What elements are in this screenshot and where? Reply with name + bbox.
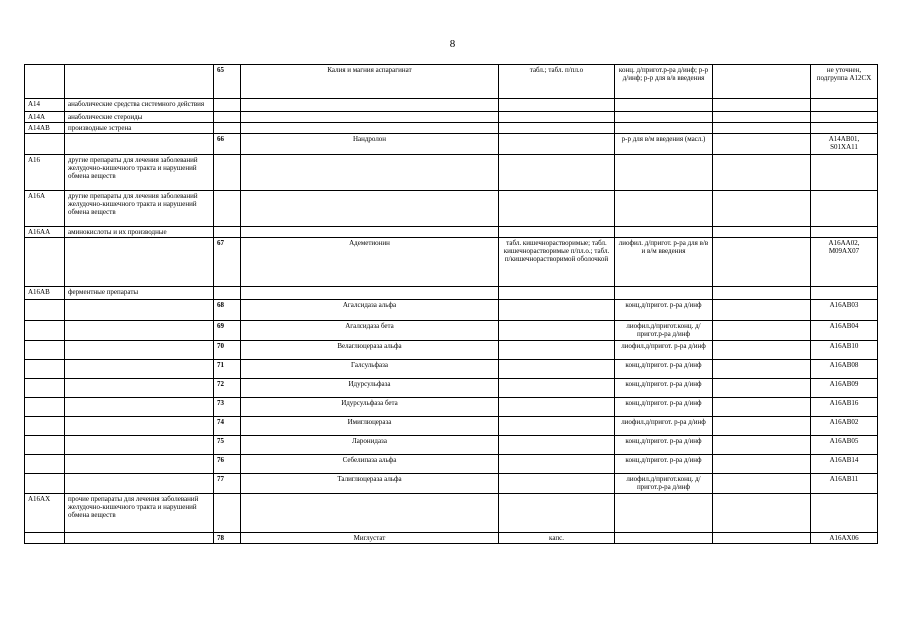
table-row: [25, 238, 878, 287]
pharmacological-group: [65, 341, 214, 360]
injection-dosage-form: [615, 287, 713, 300]
item-number: 73: [214, 398, 241, 417]
table-row: [25, 65, 878, 99]
atc-group-code: A16AX: [25, 494, 65, 533]
oral-dosage-form: [499, 99, 615, 112]
table-row: [25, 112, 878, 123]
drug-name: Адеметионин: [241, 238, 499, 287]
injection-dosage-form: конц.д/пригот. р-ра д/инф: [615, 360, 713, 379]
pharmacological-group: [65, 533, 214, 544]
oral-dosage-form: [499, 417, 615, 436]
atc-group-code: [25, 341, 65, 360]
pharmacological-group: ферментные препараты: [65, 287, 214, 300]
table-row: [25, 99, 878, 112]
injection-dosage-form: конц.д/пригот. р-ра д/инф: [615, 455, 713, 474]
atc-group-code: [25, 417, 65, 436]
table-row: [25, 227, 878, 238]
item-number: 65: [214, 65, 241, 99]
page-number: 8: [449, 38, 456, 50]
injection-dosage-form: конц.д/пригот. р-ра д/инф: [615, 379, 713, 398]
table-row: [25, 155, 878, 191]
note-cell: [713, 455, 811, 474]
oral-dosage-form: [499, 341, 615, 360]
note-cell: [713, 417, 811, 436]
atc-group-code: A16AA: [25, 227, 65, 238]
atc-group-code: A14A: [25, 112, 65, 123]
table-row: [25, 360, 878, 379]
oral-dosage-form: [499, 321, 615, 341]
table-row: [25, 494, 878, 533]
atc-code: [811, 123, 878, 134]
note-cell: [713, 99, 811, 112]
oral-dosage-form: [499, 360, 615, 379]
item-number: [214, 287, 241, 300]
note-cell: [713, 123, 811, 134]
atc-group-code: A16AB: [25, 287, 65, 300]
atc-group-code: [25, 134, 65, 155]
oral-dosage-form: [499, 398, 615, 417]
pharmacological-group: другие препараты для лечения заболеваний желудочно-кишечного тракта и нарушений обмена веществ: [65, 191, 214, 227]
atc-code: A16AB04: [811, 321, 878, 341]
note-cell: [713, 398, 811, 417]
injection-dosage-form: конц.д/пригот. р-ра д/инф: [615, 398, 713, 417]
oral-dosage-form: [499, 123, 615, 134]
injection-dosage-form: [615, 99, 713, 112]
item-number: 68: [214, 300, 241, 321]
injection-dosage-form: [615, 533, 713, 544]
item-number: 78: [214, 533, 241, 544]
atc-code: не уточнен, подгруппа A12CX: [811, 65, 878, 99]
note-cell: [713, 300, 811, 321]
table-row: [25, 134, 878, 155]
injection-dosage-form: [615, 112, 713, 123]
pharmacological-group: прочие препараты для лечения заболеваний желудочно-кишечного тракта и нарушений обмена веществ: [65, 494, 214, 533]
oral-dosage-form: табл. кишечнорастворимые; табл. кишечнорастворимые п/пл.о.; табл. п/кишечнорастворимой оболочкой: [499, 238, 615, 287]
oral-dosage-form: [499, 300, 615, 321]
item-number: 75: [214, 436, 241, 455]
drug-name: Идурсульфаза бета: [241, 398, 499, 417]
item-number: 70: [214, 341, 241, 360]
pharmacological-group: другие препараты для лечения заболеваний желудочно-кишечного тракта и нарушений обмена веществ: [65, 155, 214, 191]
table-row: [25, 533, 878, 544]
item-number: 66: [214, 134, 241, 155]
item-number: [214, 155, 241, 191]
atc-code: A16AB08: [811, 360, 878, 379]
note-cell: [713, 436, 811, 455]
atc-code: [811, 99, 878, 112]
atc-code: [811, 494, 878, 533]
oral-dosage-form: [499, 112, 615, 123]
note-cell: [713, 533, 811, 544]
drug-name: [241, 99, 499, 112]
table-row: [25, 436, 878, 455]
pharmacological-group: [65, 300, 214, 321]
atc-group-code: [25, 533, 65, 544]
atc-group-code: [25, 436, 65, 455]
injection-dosage-form: конц.д/пригот. р-ра д/инф: [615, 436, 713, 455]
item-number: 72: [214, 379, 241, 398]
atc-group-code: [25, 398, 65, 417]
note-cell: [713, 155, 811, 191]
item-number: 77: [214, 474, 241, 494]
drug-name: Нандролон: [241, 134, 499, 155]
drug-name: Агалсидаза бета: [241, 321, 499, 341]
atc-code: A16AB10: [811, 341, 878, 360]
table-row: [25, 455, 878, 474]
oral-dosage-form: [499, 191, 615, 227]
item-number: 71: [214, 360, 241, 379]
atc-group-code: [25, 455, 65, 474]
drug-name: [241, 227, 499, 238]
injection-dosage-form: конц.д/пригот. р-ра д/инф: [615, 300, 713, 321]
pharmacological-group: [65, 134, 214, 155]
note-cell: [713, 360, 811, 379]
pharmacological-group: [65, 360, 214, 379]
table-row: [25, 321, 878, 341]
injection-dosage-form: лиофил.д/пригот. р-ра д/инф: [615, 417, 713, 436]
note-cell: [713, 494, 811, 533]
table-row: [25, 341, 878, 360]
oral-dosage-form: [499, 474, 615, 494]
item-number: [214, 191, 241, 227]
injection-dosage-form: [615, 227, 713, 238]
injection-dosage-form: лиофил.д/пригот. р-ра д/инф: [615, 341, 713, 360]
drug-name: [241, 287, 499, 300]
drug-list-table: [24, 64, 878, 544]
atc-code: [811, 287, 878, 300]
item-number: 74: [214, 417, 241, 436]
item-number: 67: [214, 238, 241, 287]
note-cell: [713, 227, 811, 238]
table-row: [25, 300, 878, 321]
drug-name: [241, 112, 499, 123]
oral-dosage-form: [499, 134, 615, 155]
table-body: [25, 65, 878, 544]
pharmacological-group: [65, 455, 214, 474]
pharmacological-group: [65, 436, 214, 455]
pharmacological-group: [65, 474, 214, 494]
note-cell: [713, 191, 811, 227]
pharmacological-group: [65, 417, 214, 436]
injection-dosage-form: конц. д/пригот.р-ра д/инф; р-р д/инф; р-р для в/в введения: [615, 65, 713, 99]
atc-code: A16AB11: [811, 474, 878, 494]
injection-dosage-form: [615, 155, 713, 191]
atc-group-code: A16A: [25, 191, 65, 227]
drug-name: Галсульфаза: [241, 360, 499, 379]
pharmacological-group: [65, 321, 214, 341]
item-number: [214, 123, 241, 134]
atc-group-code: [25, 321, 65, 341]
atc-group-code: A14AB: [25, 123, 65, 134]
table-row: [25, 474, 878, 494]
pharmacological-group: анаболические стероиды: [65, 112, 214, 123]
note-cell: [713, 134, 811, 155]
injection-dosage-form: [615, 123, 713, 134]
atc-code: [811, 112, 878, 123]
note-cell: [713, 341, 811, 360]
drug-name: Ларонидаза: [241, 436, 499, 455]
atc-code: A16AA02, M09AX07: [811, 238, 878, 287]
pharmacological-group: [65, 65, 214, 99]
item-number: [214, 112, 241, 123]
atc-code: A16AB05: [811, 436, 878, 455]
oral-dosage-form: [499, 379, 615, 398]
table-row: [25, 398, 878, 417]
drug-name: [241, 191, 499, 227]
oral-dosage-form: [499, 287, 615, 300]
note-cell: [713, 238, 811, 287]
atc-group-code: [25, 360, 65, 379]
table-row: [25, 287, 878, 300]
injection-dosage-form: лиофил.д/пригот.конц. д/пригот.р-ра д/инф: [615, 474, 713, 494]
injection-dosage-form: [615, 494, 713, 533]
atc-code: A16AB03: [811, 300, 878, 321]
drug-name: Калия и магния аспарагинат: [241, 65, 499, 99]
drug-name: [241, 155, 499, 191]
atc-group-code: [25, 65, 65, 99]
note-cell: [713, 112, 811, 123]
drug-name: Имиглюцераза: [241, 417, 499, 436]
item-number: 69: [214, 321, 241, 341]
pharmacological-group: аминокислоты и их производные: [65, 227, 214, 238]
atc-code: A14AB01, S01XA11: [811, 134, 878, 155]
drug-name: Агалсидаза альфа: [241, 300, 499, 321]
drug-name: Велаглюцераза альфа: [241, 341, 499, 360]
atc-group-code: A14: [25, 99, 65, 112]
injection-dosage-form: лиофил.д/пригот.конц. д/пригот.р-ра д/инф: [615, 321, 713, 341]
atc-group-code: [25, 474, 65, 494]
injection-dosage-form: р-р для в/м введения (масл.): [615, 134, 713, 155]
atc-group-code: [25, 238, 65, 287]
item-number: [214, 494, 241, 533]
drug-name: Себелипаза альфа: [241, 455, 499, 474]
note-cell: [713, 65, 811, 99]
oral-dosage-form: [499, 494, 615, 533]
table-row: [25, 379, 878, 398]
table-row: [25, 417, 878, 436]
note-cell: [713, 321, 811, 341]
note-cell: [713, 474, 811, 494]
oral-dosage-form: [499, 227, 615, 238]
atc-code: A16AB09: [811, 379, 878, 398]
atc-group-code: A16: [25, 155, 65, 191]
injection-dosage-form: лиофил. д/пригот. р-ра для в/в и в/м введения: [615, 238, 713, 287]
atc-group-code: [25, 300, 65, 321]
oral-dosage-form: табл.; табл. п/пл.о: [499, 65, 615, 99]
drug-name: Миглустат: [241, 533, 499, 544]
atc-group-code: [25, 379, 65, 398]
item-number: 76: [214, 455, 241, 474]
drug-name: [241, 123, 499, 134]
pharmacological-group: [65, 398, 214, 417]
table-row: [25, 191, 878, 227]
atc-code: A16AB02: [811, 417, 878, 436]
drug-name: Талиглюцераза альфа: [241, 474, 499, 494]
note-cell: [713, 287, 811, 300]
atc-code: [811, 191, 878, 227]
atc-code: A16AX06: [811, 533, 878, 544]
injection-dosage-form: [615, 191, 713, 227]
pharmacological-group: [65, 238, 214, 287]
item-number: [214, 227, 241, 238]
drug-name: Идурсульфаза: [241, 379, 499, 398]
pharmacological-group: анаболические средства системного действия: [65, 99, 214, 112]
note-cell: [713, 379, 811, 398]
atc-code: A16AB16: [811, 398, 878, 417]
atc-code: A16AB14: [811, 455, 878, 474]
atc-code: [811, 227, 878, 238]
pharmacological-group: производные эстрена: [65, 123, 214, 134]
oral-dosage-form: [499, 455, 615, 474]
item-number: [214, 99, 241, 112]
table-row: [25, 123, 878, 134]
oral-dosage-form: капс.: [499, 533, 615, 544]
atc-code: [811, 155, 878, 191]
oral-dosage-form: [499, 155, 615, 191]
oral-dosage-form: [499, 436, 615, 455]
drug-name: [241, 494, 499, 533]
pharmacological-group: [65, 379, 214, 398]
